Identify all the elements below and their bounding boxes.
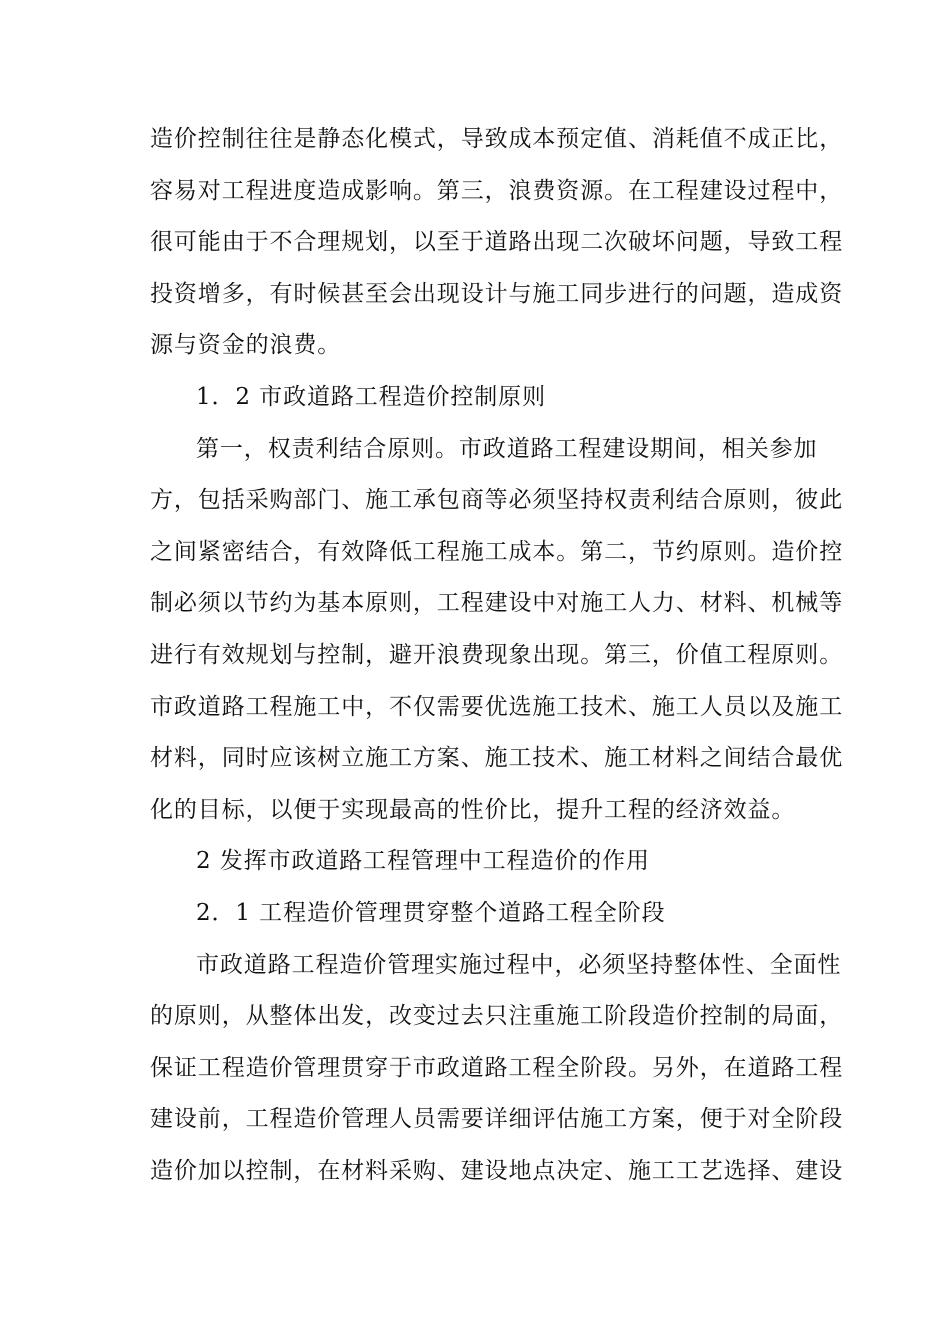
text-line: 的原则，从整体出发，改变过去只注重施工阶段造价控制的局面， [150, 1003, 844, 1030]
text-line: 进行有效规划与控制，避开浪费现象出现。第三，价值工程原则。 [150, 641, 844, 668]
text-line: 很可能由于不合理规划，以至于道路出现二次破坏问题，导致工程 [150, 229, 844, 256]
text-line: 市政道路工程造价管理实施过程中，必须坚持整体性、全面性 [196, 951, 842, 978]
text-line: 方，包括采购部门、施工承包商等必须坚持权责利结合原则，彼此 [150, 487, 844, 514]
section-heading: 1．2 市政道路工程造价控制原则 [196, 383, 546, 410]
text-line: 保证工程造价管理贯穿于市政道路工程全阶段。另外，在道路工程 [150, 1054, 844, 1081]
text-line: 材料，同时应该树立施工方案、施工技术、施工材料之间结合最优 [150, 745, 844, 772]
text-line: 化的目标，以便于实现最高的性价比，提升工程的经济效益。 [150, 796, 796, 823]
text-line: 第一，权责利结合原则。市政道路工程建设期间，相关参加 [196, 435, 818, 462]
text-line: 源与资金的浪费。 [150, 332, 342, 359]
text-line: 市政道路工程施工中，不仅需要优选施工技术、施工人员以及施工 [150, 693, 844, 720]
text-line: 制必须以节约为基本原则，工程建设中对施工人力、材料、机械等 [150, 590, 844, 617]
section-heading: 2．1 工程造价管理贯穿整个道路工程全阶段 [196, 899, 666, 926]
text-line: 之间紧密结合，有效降低工程施工成本。第二，节约原则。造价控 [150, 538, 844, 565]
text-line: 容易对工程进度造成影响。第三，浪费资源。在工程建设过程中， [150, 177, 844, 204]
text-line: 造价控制往往是静态化模式，导致成本预定值、消耗值不成正比， [150, 126, 844, 152]
section-heading: 2 发挥市政道路工程管理中工程造价的作用 [196, 848, 650, 875]
text-line: 建设前，工程造价管理人员需要详细评估施工方案，便于对全阶段 [150, 1106, 844, 1133]
text-line: 投资增多，有时候甚至会出现设计与施工同步进行的问题，造成资 [150, 280, 844, 307]
text-line: 造价加以控制，在材料采购、建设地点决定、施工工艺选择、建设 [150, 1157, 844, 1184]
document-body [150, 114, 844, 1197]
